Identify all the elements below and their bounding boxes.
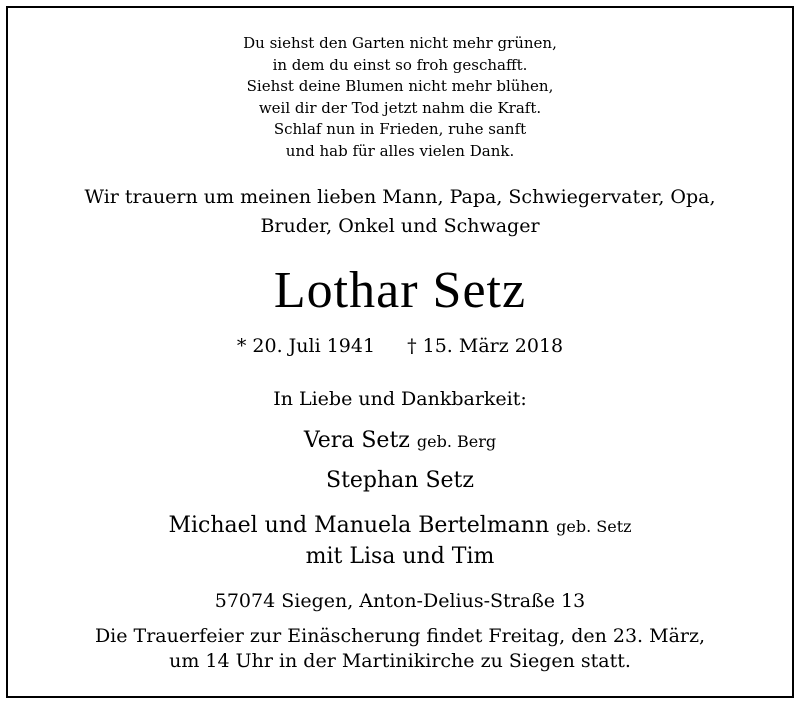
thanks-heading: In Liebe und Dankbarkeit: <box>273 388 527 410</box>
mourner-entry <box>8 426 792 457</box>
intro-line: Bruder, Onkel und Schwager <box>260 215 540 237</box>
mourner-maiden-name: geb. Setz <box>556 517 632 536</box>
mourner-entry <box>8 511 792 572</box>
intro-line: Wir trauern um meinen lieben Mann, Papa, Schwiegervater, Opa, <box>84 186 716 208</box>
life-dates <box>8 333 792 359</box>
poem-line: Siehst deine Blumen nicht mehr blühen, <box>246 77 554 96</box>
poem-line: in dem du einst so froh geschafft. <box>272 55 528 74</box>
mourner-extra: mit Lisa und Tim <box>305 544 495 569</box>
funeral-service-info <box>8 624 792 674</box>
mourner-maiden-name: geb. Berg <box>416 432 497 451</box>
poem-line: weil dir der Tod jetzt nahm die Kraft. <box>258 98 542 117</box>
obituary-notice <box>6 6 794 698</box>
deceased-name: Lothar Setz <box>273 262 527 319</box>
mourner-entry <box>8 466 792 496</box>
mourning-intro <box>8 183 792 241</box>
poem-line: Schlaf nun in Frieden, ruhe sanft <box>273 120 527 139</box>
poem-line: Du siehst den Garten nicht mehr grünen, <box>243 34 557 52</box>
mourner-name: Michael und Manuela Bertelmann <box>168 513 550 538</box>
mourner-name: Stephan Setz <box>326 468 474 493</box>
death-date: † 15. März 2018 <box>407 335 564 357</box>
poem <box>8 33 792 163</box>
birth-date: * 20. Juli 1941 <box>236 335 376 357</box>
address: 57074 Siegen, Anton-Delius-Straße 13 <box>214 590 586 612</box>
service-line: um 14 Uhr in der Martinikirche zu Siegen statt. <box>169 650 631 672</box>
poem-line: und hab für alles vielen Dank. <box>285 141 515 160</box>
service-line: Die Trauerfeier zur Einäscherung findet Freitag, den 23. März, <box>94 625 706 647</box>
mourner-name: Vera Setz <box>303 428 410 453</box>
